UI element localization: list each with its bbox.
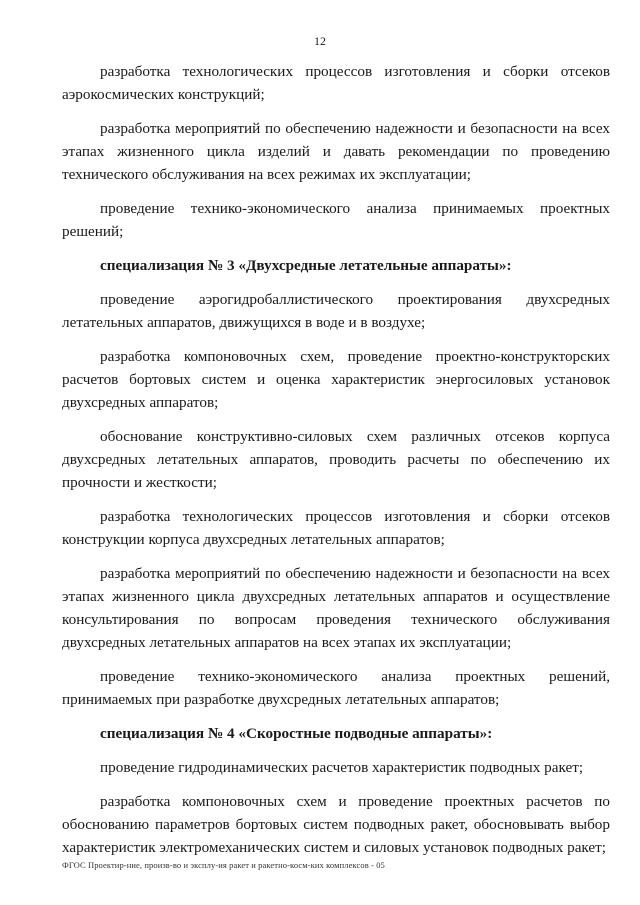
section-heading: специализация № 4 «Скоростные подводные аппараты»: bbox=[100, 725, 493, 742]
paragraph: проведение аэрогидробаллистического проектирования двухсредных летательных аппаратов, движущихся в воде и в воздухе; bbox=[62, 291, 610, 331]
page-body bbox=[62, 60, 610, 870]
paragraph: проведение гидродинамических расчетов характеристик подводных ракет; bbox=[100, 759, 584, 776]
section-heading: специализация № 3 «Двухсредные летательные аппараты»: bbox=[100, 257, 512, 274]
paragraph: обоснование конструктивно-силовых схем различных отсеков корпуса двухсредных летательных аппаратов, проводить расчеты по обеспечению их прочности и жесткости; bbox=[62, 428, 610, 491]
paragraph: проведение технико-экономического анализа принимаемых проектных решений; bbox=[62, 200, 610, 240]
page-footer: ФГОС Проектир-ние, произв-во и эксплу-ия ракет и ракетно-косм-ких комплексов - 05 bbox=[62, 860, 385, 870]
paragraph: разработка мероприятий по обеспечению надежности и безопасности на всех этапах жизненного цикла двухсредных летательных аппаратов и осуществление консультирования по вопросам проведения технического обслуживания двухсредных летательных аппаратов на всех этапах их эксплуатации; bbox=[62, 565, 610, 651]
paragraph: разработка компоновочных схем и проведение проектных расчетов по обоснованию параметров бортовых систем подводных ракет, обосновывать выбор характеристик электромеханических систем и силовых установок подводных ракет; bbox=[62, 793, 610, 856]
paragraph: разработка компоновочных схем, проведение проектно-конструкторских расчетов бортовых систем и оценка характеристик энергосиловых установок двухсредных аппаратов; bbox=[62, 348, 610, 411]
paragraph: разработка мероприятий по обеспечению надежности и безопасности на всех этапах жизненного цикла изделий и давать рекомендации по проведению технического обслуживания на всех режимах их эксплуатации; bbox=[62, 120, 610, 183]
paragraph: разработка технологических процессов изготовления и сборки отсеков аэрокосмических конструкций; bbox=[62, 63, 610, 103]
paragraph: проведение технико-экономического анализа проектных решений, принимаемых при разработке двухсредных летательных аппаратов; bbox=[62, 668, 610, 708]
paragraph: разработка технологических процессов изготовления и сборки отсеков конструкции корпуса двухсредных летательных аппаратов; bbox=[62, 508, 610, 548]
page-number: 12 bbox=[314, 34, 326, 48]
